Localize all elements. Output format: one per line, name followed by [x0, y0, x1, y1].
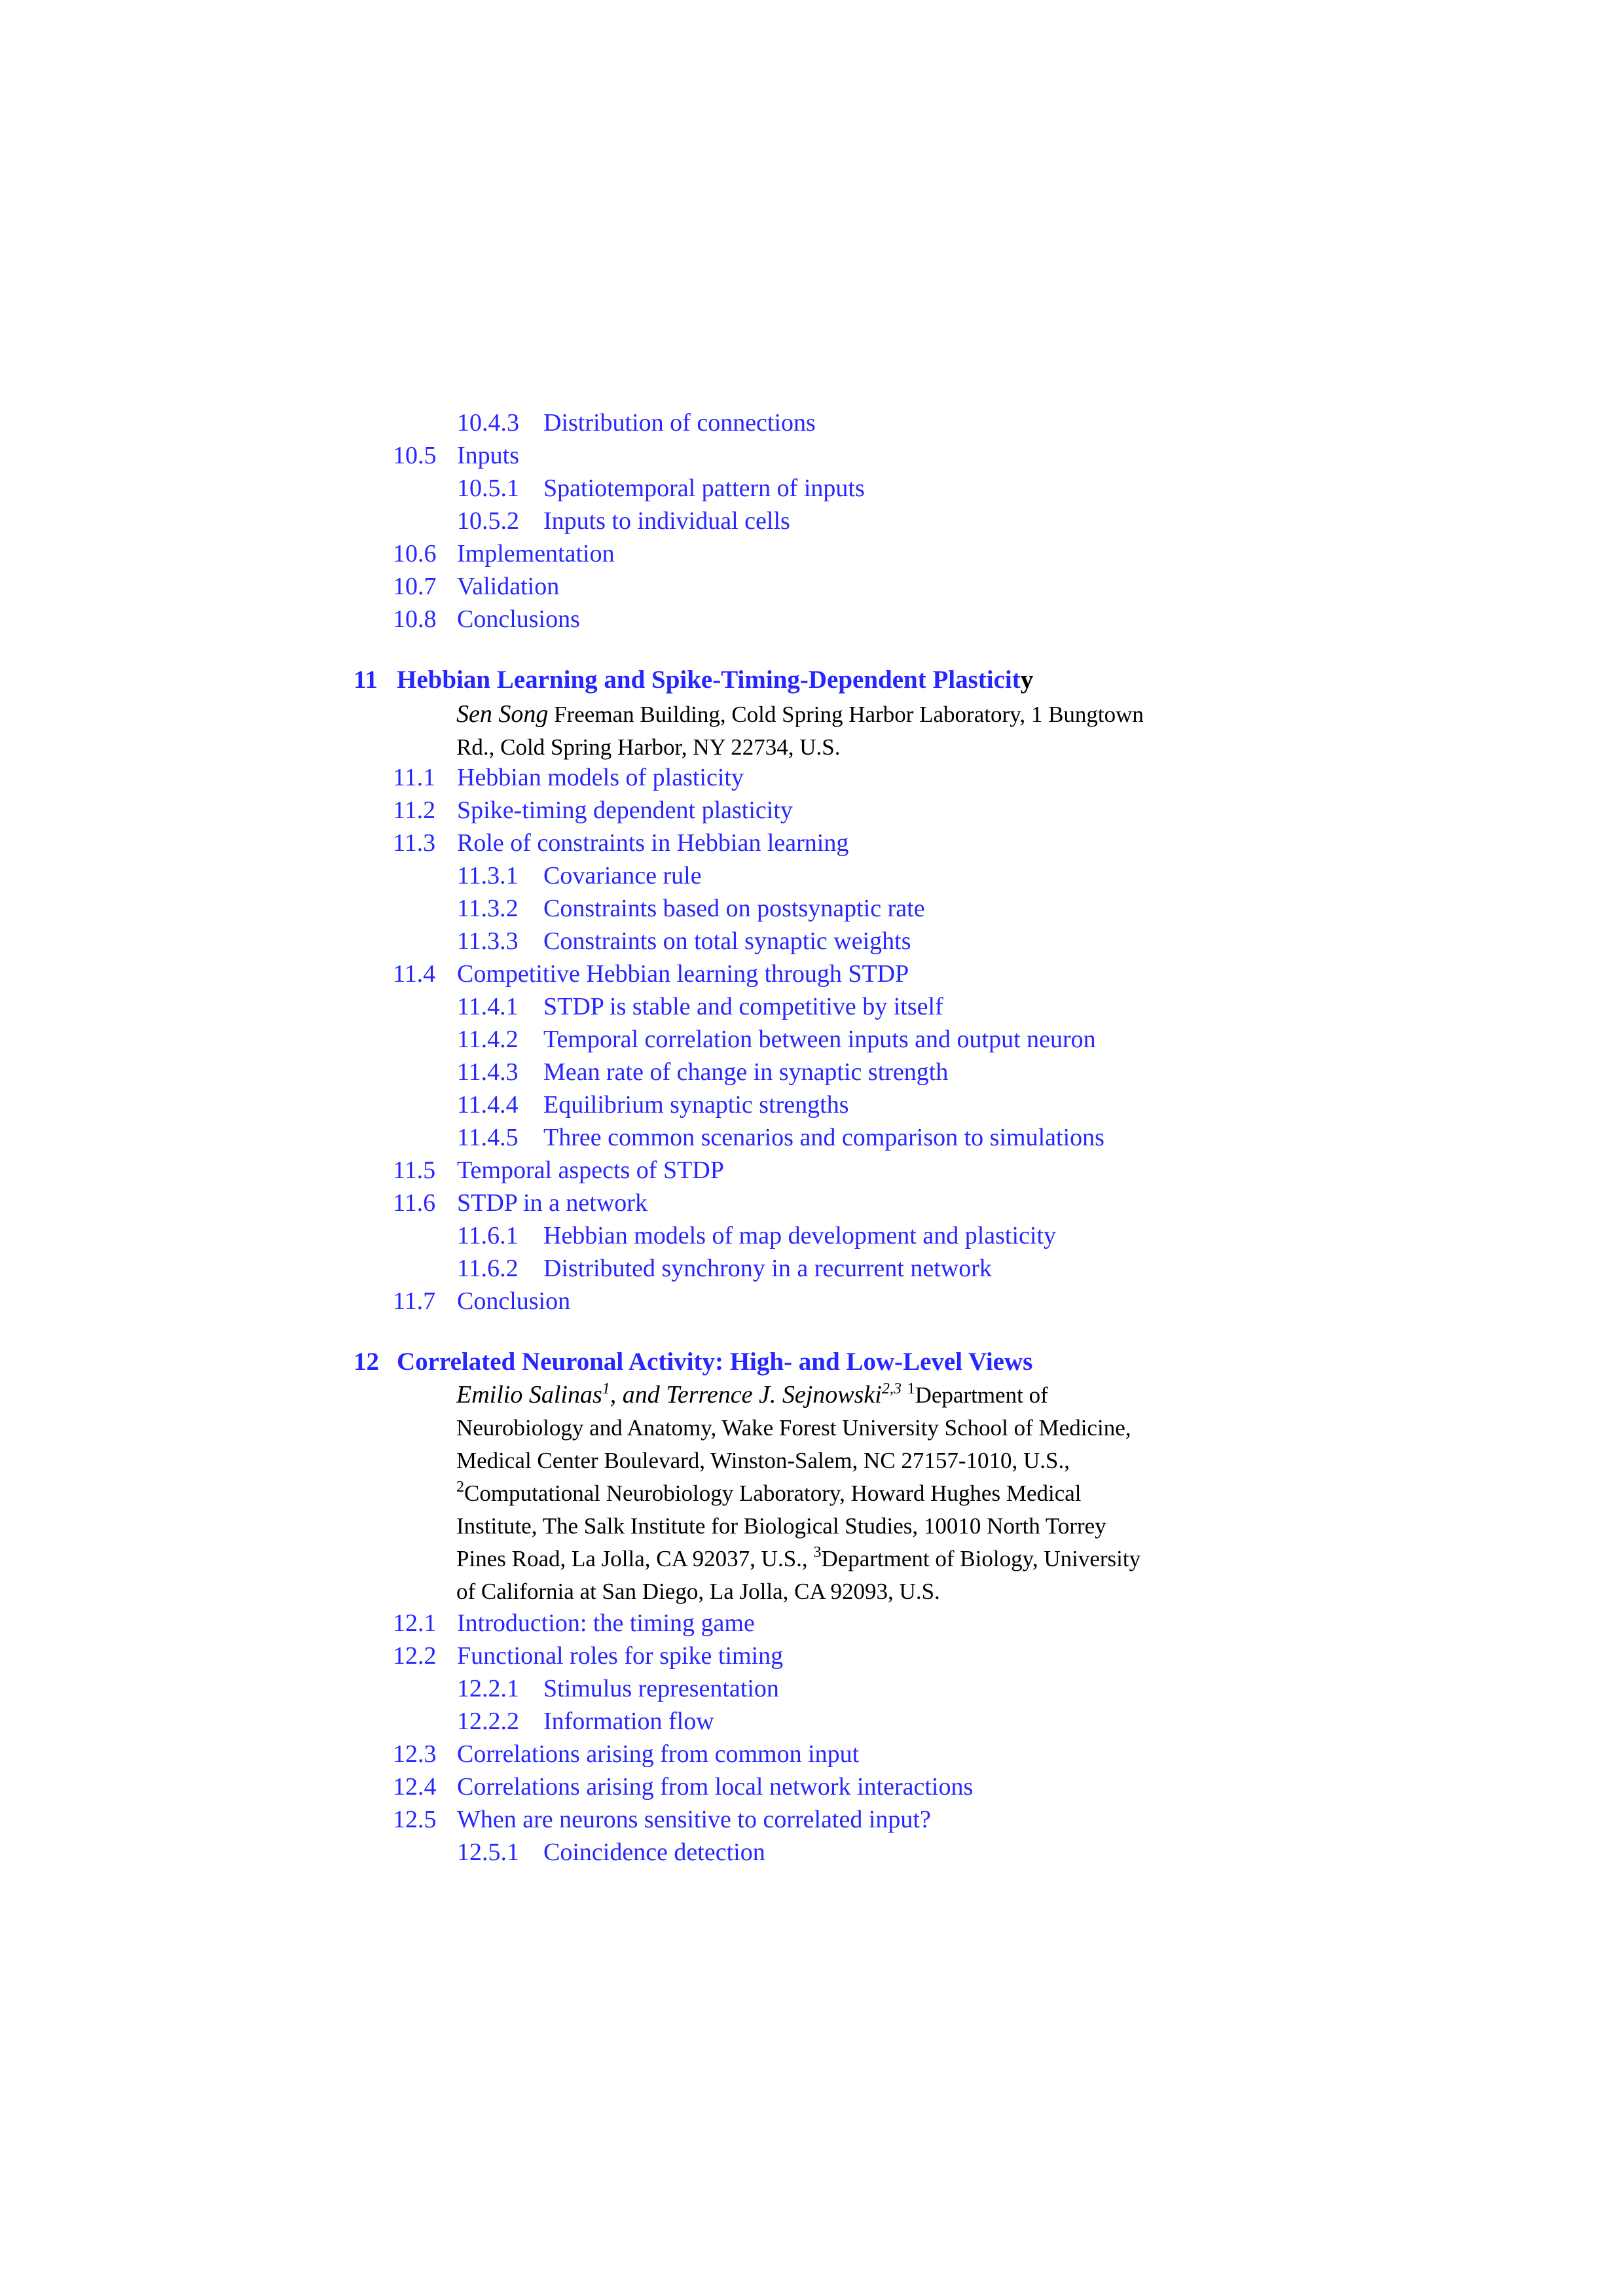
toc-entry-number: 12.5.1: [457, 1839, 519, 1866]
chapter-title: Hebbian Learning and Spike-Timing-Dependent Plasticit: [397, 666, 1021, 694]
author-name: [456, 1381, 902, 1408]
toc-entry-title: Three common scenarios and comparison to simulations: [543, 1124, 1104, 1151]
toc-entry-number: 11.4.1: [457, 993, 519, 1020]
affiliation-line: Freeman Building, Cold Spring Harbor Laboratory, 1 Bungtown: [554, 702, 1144, 727]
toc-entry-title: Introduction: the timing game: [457, 1609, 755, 1637]
toc-entry-number: 11.4.5: [457, 1124, 519, 1151]
toc-entry-number: 10.4.3: [457, 409, 519, 437]
toc-entry-12-5[interactable]: [393, 1805, 931, 1834]
toc-entry-title: Covariance rule: [543, 862, 702, 889]
author-2-superscript: 2,3: [881, 1380, 902, 1397]
affiliation-line: Department of Biology, University: [821, 1546, 1141, 1571]
toc-entry-number: 11.7: [393, 1287, 436, 1315]
chapter-number: 11: [354, 666, 378, 694]
toc-entry-number: 11.6.2: [457, 1255, 519, 1282]
toc-entry-10-5-2[interactable]: [457, 507, 790, 535]
affiliation-3-superscript: 3: [813, 1544, 822, 1561]
chapter-number: 12: [354, 1348, 379, 1376]
chapter-title-tail: y: [1020, 666, 1034, 694]
toc-entry-11-5[interactable]: [393, 1156, 724, 1185]
toc-entry-title: Conclusion: [457, 1287, 571, 1315]
affiliation-line: Computational Neurobiology Laboratory, Howard Hughes Medical: [464, 1480, 1082, 1506]
chapter-title: Correlated Neuronal Activity: High- and Low-Level Views: [397, 1348, 1033, 1376]
toc-entry-title: Information flow: [543, 1708, 714, 1735]
affiliation-line: Department of: [915, 1382, 1048, 1408]
toc-entry-title: Constraints on total synaptic weights: [543, 927, 911, 955]
toc-entry-title: Implementation: [457, 540, 615, 567]
affiliation-line: Rd., Cold Spring Harbor, NY 22734, U.S.: [456, 734, 841, 760]
toc-entry-11-4-4[interactable]: [457, 1090, 849, 1119]
toc-entry-title: Conclusions: [457, 605, 580, 633]
toc-entry-11-4-1[interactable]: [457, 992, 943, 1021]
author-1-superscript: 1: [602, 1380, 610, 1397]
toc-entry-title: Spatiotemporal pattern of inputs: [543, 475, 865, 502]
toc-entry-title: Spike-timing dependent plasticity: [457, 797, 793, 824]
affiliation-line: Institute, The Salk Institute for Biological Studies, 10010 North Torrey: [456, 1513, 1106, 1539]
toc-entry-title: Hebbian models of map development and plasticity: [543, 1222, 1057, 1249]
toc-entry-number: 12.5: [393, 1806, 437, 1833]
toc-entry-11-4-5[interactable]: [457, 1123, 1104, 1152]
toc-entry-12-2-1[interactable]: [457, 1674, 779, 1703]
toc-entry-number: 12.3: [393, 1740, 437, 1768]
toc-entry-title: Constraints based on postsynaptic rate: [543, 895, 925, 922]
toc-entry-10-7[interactable]: [393, 572, 559, 601]
affiliation-line: Neurobiology and Anatomy, Wake Forest University School of Medicine,: [456, 1415, 1131, 1441]
toc-entry-title: Correlations arising from local network interactions: [457, 1773, 974, 1801]
toc-entry-number: 11.4.2: [457, 1026, 519, 1053]
toc-entry-11-3-3[interactable]: [457, 927, 911, 956]
toc-entry-11-3-1[interactable]: [457, 861, 702, 890]
toc-entry-number: 11.3.3: [457, 927, 519, 955]
toc-entry-title: Functional roles for spike timing: [457, 1642, 784, 1670]
toc-entry-11-4-3[interactable]: [457, 1058, 948, 1086]
toc-entry-title: Temporal correlation between inputs and output neuron: [543, 1026, 1096, 1053]
toc-entry-number: 12.2: [393, 1642, 437, 1670]
toc-entry-title: Coincidence detection: [543, 1839, 765, 1866]
toc-entry-11-6-1[interactable]: [457, 1221, 1056, 1250]
toc-entry-number: 10.7: [393, 573, 437, 600]
toc-entry-title: Hebbian models of plasticity: [457, 764, 744, 791]
toc-entry-number: 12.2.2: [457, 1708, 519, 1735]
toc-entry-title: Correlations arising from common input: [457, 1740, 860, 1768]
toc-entry-number: 12.1: [393, 1609, 437, 1637]
chapter-11-authors: [456, 698, 1196, 764]
toc-entry-11-4-2[interactable]: [457, 1025, 1096, 1054]
toc-entry-11-6[interactable]: [393, 1189, 647, 1217]
toc-entry-11-4[interactable]: [393, 960, 909, 988]
toc-entry-title: Inputs: [457, 442, 519, 469]
toc-entry-number: 11.4.3: [457, 1058, 519, 1086]
toc-entry-number: 11.3.1: [457, 862, 519, 889]
author-name: Sen Song: [456, 700, 549, 728]
toc-entry-number: 12.4: [393, 1773, 437, 1801]
toc-entry-12-3[interactable]: [393, 1740, 859, 1768]
toc-entry-number: 11.2: [393, 797, 436, 824]
toc-entry-10-5-1[interactable]: [457, 474, 865, 503]
toc-entry-number: 11.6: [393, 1189, 436, 1217]
toc-entry-title: Mean rate of change in synaptic strength: [543, 1058, 949, 1086]
affiliation-line: Pines Road, La Jolla, CA 92037, U.S.,: [456, 1546, 814, 1571]
toc-entry-number: 12.2.1: [457, 1675, 519, 1702]
toc-entry-number: 10.5: [393, 442, 437, 469]
toc-entry-11-6-2[interactable]: [457, 1254, 992, 1283]
toc-entry-number: 10.8: [393, 605, 437, 633]
toc-entry-10-5[interactable]: [393, 441, 519, 470]
toc-entry-number: 11.1: [393, 764, 436, 791]
toc-entry-12-2-2[interactable]: [457, 1707, 714, 1736]
toc-entry-title: Inputs to individual cells: [543, 507, 790, 535]
toc-entry-11-7[interactable]: [393, 1287, 570, 1316]
toc-entry-number: 11.3: [393, 829, 436, 857]
chapter-12-heading[interactable]: [354, 1347, 1032, 1377]
toc-entry-number: 10.5.1: [457, 475, 519, 502]
chapter-11-heading[interactable]: [354, 665, 1033, 695]
toc-entry-title: STDP is stable and competitive by itself: [543, 993, 943, 1020]
toc-entry-title: Equilibrium synaptic strengths: [543, 1091, 849, 1119]
toc-entry-12-2[interactable]: [393, 1641, 783, 1670]
toc-entry-title: Role of constraints in Hebbian learning: [457, 829, 849, 857]
toc-entry-title: When are neurons sensitive to correlated input?: [457, 1806, 931, 1833]
author-2-name: Terrence J. Sejnowski: [666, 1381, 882, 1408]
toc-entry-12-1[interactable]: [393, 1609, 755, 1638]
toc-entry-12-5-1[interactable]: [457, 1838, 765, 1867]
toc-entry-11-3[interactable]: [393, 829, 848, 857]
toc-entry-number: 10.5.2: [457, 507, 519, 535]
toc-entry-11-2[interactable]: [393, 796, 793, 825]
toc-entry-12-4[interactable]: [393, 1772, 973, 1801]
toc-entry-title: STDP in a network: [457, 1189, 647, 1217]
toc-entry-title: Stimulus representation: [543, 1675, 779, 1702]
toc-entry-number: 11.4.4: [457, 1091, 519, 1119]
toc-entry-11-3-2[interactable]: [457, 894, 925, 923]
toc-entry-title: Temporal aspects of STDP: [457, 1157, 724, 1184]
toc-entry-11-1[interactable]: [393, 763, 744, 792]
toc-entry-number: 11.5: [393, 1157, 436, 1184]
toc-entry-number: 11.4: [393, 960, 436, 988]
toc-entry-title: Distributed synchrony in a recurrent network: [543, 1255, 992, 1282]
affiliation-1-superscript: 1: [907, 1380, 915, 1397]
toc-entry-10-4-3[interactable]: [457, 408, 816, 437]
affiliation-line: of California at San Diego, La Jolla, CA 92093, U.S.: [456, 1579, 940, 1604]
toc-entry-10-8[interactable]: [393, 605, 580, 634]
toc-entry-title: Distribution of connections: [543, 409, 816, 437]
author-1-name: Emilio Salinas: [456, 1381, 602, 1408]
author-join: , and: [610, 1381, 666, 1408]
toc-entry-number: 11.3.2: [457, 895, 519, 922]
toc-entry-number: 10.6: [393, 540, 437, 567]
toc-entry-title: Competitive Hebbian learning through STDP: [457, 960, 909, 988]
toc-entry-title: Validation: [457, 573, 560, 600]
toc-entry-10-6[interactable]: [393, 539, 615, 568]
toc-entry-number: 11.6.1: [457, 1222, 519, 1249]
affiliation-line: Medical Center Boulevard, Winston-Salem, NC 27157-1010, U.S.,: [456, 1448, 1070, 1473]
affiliation-2-superscript: 2: [456, 1479, 464, 1496]
chapter-12-authors: [456, 1378, 1196, 1608]
